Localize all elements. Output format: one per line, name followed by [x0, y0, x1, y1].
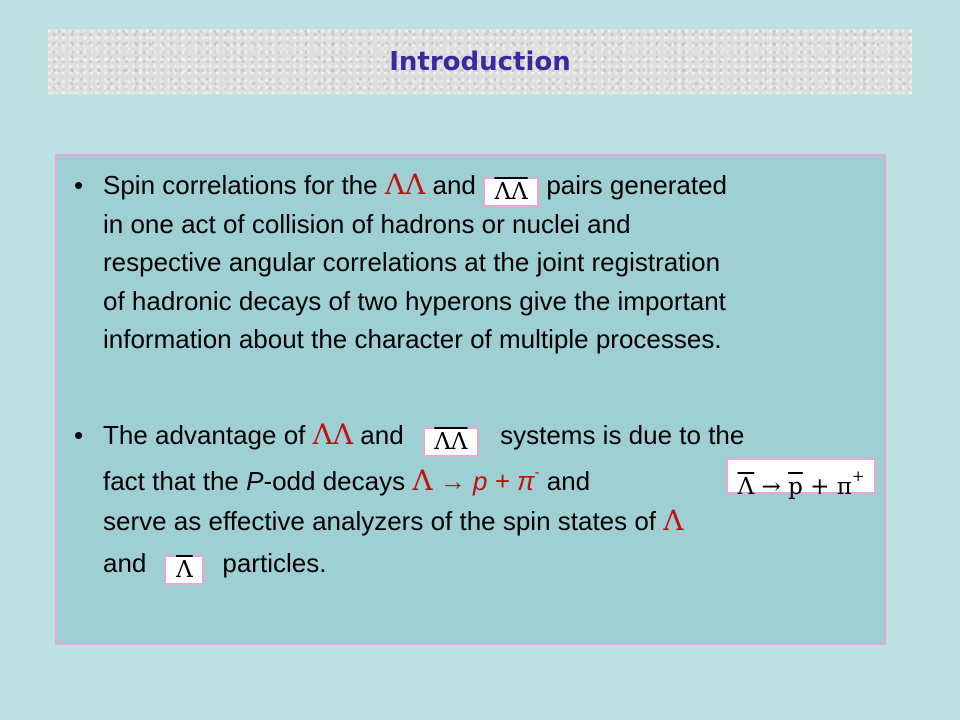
- antilambda-symbol: $\overline{\Lambda}$: [737, 474, 755, 500]
- p1-line-4: of hadronic decays of two hyperons give the important: [103, 286, 726, 316]
- arrow-symbol: →: [754, 474, 789, 500]
- proton-pion-decay: p + π: [473, 466, 535, 496]
- p2-text-p-odd: P: [246, 466, 264, 496]
- p1-text-a: Spin correlations for the: [103, 170, 385, 200]
- bullet-2: •: [74, 420, 84, 450]
- lambda-lambda-symbol: ΛΛ: [312, 418, 354, 451]
- p1-text-d: pairs generated: [539, 170, 727, 200]
- p2-line-2: [103, 458, 590, 496]
- p2-text-and: and: [103, 548, 147, 578]
- lambda-symbol: Λ: [663, 504, 684, 537]
- p2-text-serve: serve as effective analyzers of the spin states of: [103, 506, 664, 536]
- lambda-antilambda-formula: $\overline{\Lambda\Lambda}$: [423, 427, 479, 457]
- antiproton-symbol: $\overline{p}$: [788, 474, 803, 500]
- p2-line-1: [103, 420, 744, 457]
- p2-text-and: and: [539, 466, 591, 496]
- p2-text-c: and: [353, 420, 411, 450]
- p2-line-3: [103, 506, 684, 536]
- antilambda-formula: $\overline{\Lambda}$: [164, 555, 204, 585]
- p2-text-a: The advantage of: [103, 420, 313, 450]
- p1-line-1: [103, 170, 727, 207]
- lambda-symbol: Λ: [412, 464, 433, 497]
- p2-text-fact: fact that the: [103, 466, 247, 496]
- p2-text-decays: -odd decays: [263, 466, 413, 496]
- p2-line-4: [103, 548, 326, 585]
- arrow-symbol: →: [432, 466, 473, 496]
- bullet-1: •: [74, 170, 84, 200]
- pion-charge: +: [851, 467, 865, 485]
- p2-text-d: systems is due to the: [492, 420, 745, 450]
- slide-title: Introduction: [389, 47, 571, 77]
- lambda-antilambda-formula: $\overline{\Lambda\Lambda}$: [483, 177, 539, 207]
- pion-symbol: + π: [802, 474, 852, 500]
- p1-line-5: information about the character of multiple processes.: [103, 324, 722, 354]
- pion-charge: -: [534, 464, 540, 481]
- p1-line-2: in one act of collision of hadrons or nuclei and: [103, 209, 631, 239]
- antilambda-decay-formula: [726, 458, 876, 500]
- p1-line-3: respective angular correlations at the joint registration: [103, 247, 721, 277]
- lambda-lambda-symbol: ΛΛ: [384, 168, 426, 201]
- p2-text-particles: particles.: [222, 548, 327, 578]
- p1-text-c: and: [425, 170, 484, 200]
